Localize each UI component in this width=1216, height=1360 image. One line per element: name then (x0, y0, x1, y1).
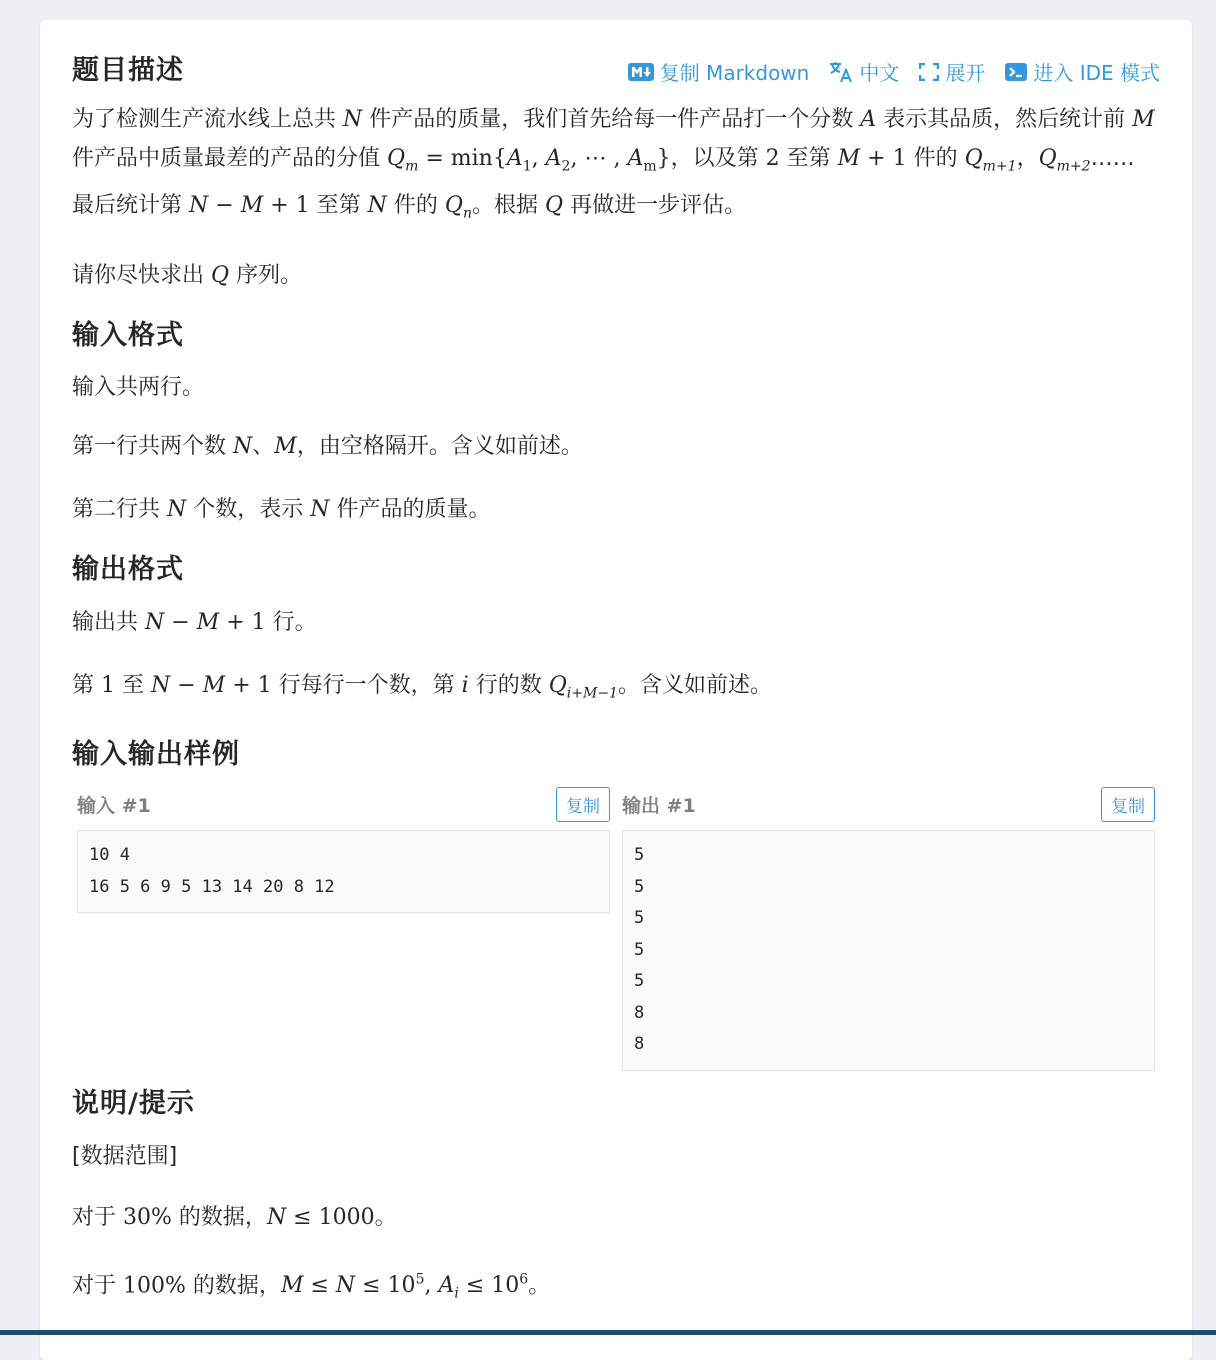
math-n-le-1000: N ≤ 1000 (266, 1204, 375, 1230)
text: 件产品的质量，我们首先给每一件产品打一个分数 (369, 106, 854, 132)
text: 请你尽快求出 (72, 262, 205, 288)
section-title-output-format: 输出格式 (72, 554, 184, 586)
sample-output-header (622, 787, 1155, 821)
copy-output-button[interactable]: 复制 (1101, 787, 1155, 822)
description-paragraph-1: 为了检测生产流水线上总共 N 件产品的质量，我们首先给每一件产品打一个分数 A 表示其品质，然后统计前 M 件产品中质量最差的产品的分值 $Q_m = \min\{A_1$, $A_2$, ⋯ , $A_m$}，以及第 2 至第 M + 1 件的 $Q_{m+1}$，$Q_{m+2}\dots\dots$ 最后统计第 N − M + 1 至第 N 件的 $Q_n$。根据 Q 再做进一步评估。 (72, 106, 1155, 222)
text: ，由空格隔开。含义如前述。 (296, 434, 583, 460)
samples-container (72, 787, 1160, 1071)
text: 对于 (72, 1272, 117, 1298)
sample-input (77, 787, 610, 1071)
toolbar (628, 55, 1160, 86)
input-line-2: 第一行共两个数 N、M，由空格隔开。含义如前述。 (72, 434, 583, 460)
text: 件产品中质量最差的产品的分值 (72, 145, 381, 171)
terminal-icon (1005, 63, 1027, 81)
translate-icon (829, 61, 853, 83)
sample-output (622, 787, 1155, 1071)
text: 序列。 (236, 262, 303, 288)
text: 第二行共 (72, 497, 161, 523)
sample-input-header (77, 787, 610, 821)
text: 的数据， (178, 1204, 267, 1230)
sample-output-code: 5 5 5 5 5 8 8 (622, 830, 1155, 1071)
text: 至第 (316, 193, 361, 219)
text: 输出共 (72, 610, 139, 636)
text: 的数据， (192, 1272, 281, 1298)
text: 至 (122, 673, 145, 699)
text: ，以及第 (670, 145, 759, 171)
markdown-icon (628, 63, 654, 81)
text: 个数，表示 (193, 497, 304, 523)
hint-line-2: 对于 100% 的数据，$M \le N \le 10^5$, $A_i \le 10^6$。 (72, 1271, 551, 1302)
expand-icon (919, 63, 939, 81)
input-line-1: 输入共两行。 (72, 375, 205, 401)
bottom-bar (0, 1330, 1216, 1335)
math-Q: Q (545, 193, 564, 219)
sample-input-title: 输入 #1 (77, 794, 151, 817)
math-N-M-1: N − M + 1 (145, 610, 266, 636)
math-eq: = $\min\{A_1$, $A_2$, ⋯ , $A_m$} (425, 145, 671, 175)
text: 第 (72, 673, 95, 699)
text: 件的 (913, 145, 958, 171)
math-constraints: $M \le N \le 10^5$, $A_i \le 10^6$ (280, 1271, 529, 1302)
text: 再做进一步评估。 (570, 193, 747, 219)
math-Qm1: $Q_{m+1}$ (964, 145, 1017, 175)
text: 。根据 (472, 193, 539, 219)
output-line-2 (72, 666, 1160, 713)
text: 表示其品质，然后统计前 (883, 106, 1126, 132)
section-title-input-format: 输入格式 (72, 319, 184, 351)
math-N: N (310, 497, 330, 523)
text: 第一行共两个数 (72, 434, 227, 460)
text: 行的数 (475, 673, 542, 699)
math-N: N (343, 106, 363, 132)
text: 行。 (272, 610, 317, 636)
language-label: 中文 (859, 61, 900, 86)
section-title-samples: 输入输出样例 (72, 738, 240, 770)
problem-header (72, 20, 1160, 90)
section-title-description: 题目描述 (72, 55, 184, 86)
math-M: M (1132, 106, 1155, 132)
sample-output-title: 输出 #1 (622, 794, 696, 817)
math-M-plus-1: M + 1 (837, 145, 907, 171)
math-30-percent: 30% (123, 1204, 172, 1230)
description-paragraph-2 (72, 256, 1160, 295)
math-N: N (367, 193, 387, 219)
copy-input-button[interactable]: 复制 (556, 787, 610, 822)
math-N: N (233, 434, 253, 460)
math-N-M-1: N − M + 1 (151, 673, 272, 699)
text: 最后统计第 (72, 193, 183, 219)
output-line-1 (72, 603, 1160, 642)
math-100-percent: 100% (123, 1272, 186, 1298)
math-i: i (461, 673, 469, 699)
ide-mode-button[interactable] (1005, 57, 1160, 86)
hint-line-1: 对于 30% 的数据，N ≤ 1000。 (72, 1204, 397, 1230)
text: 至第 (786, 145, 831, 171)
problem-card (40, 20, 1192, 1360)
math-2: 2 (765, 145, 780, 171)
expand-label: 展开 (945, 61, 986, 86)
math-N: N (167, 497, 187, 523)
text: 件的 (393, 193, 438, 219)
math-1: 1 (101, 673, 116, 699)
input-line-3 (72, 490, 1160, 529)
math-M: M (274, 434, 297, 460)
section-title-hint: 说明/提示 (72, 1087, 195, 1119)
expand-button[interactable] (919, 57, 985, 86)
description-body (72, 100, 1160, 295)
hint-range-label: [数据范围] (72, 1143, 178, 1169)
math-Qm-def: $Q_m$ (387, 145, 419, 175)
text: 行每行一个数，第 (278, 673, 455, 699)
copy-markdown-label: 复制 Markdown (659, 61, 810, 86)
math-Qn: $Q_n$ (444, 193, 472, 222)
text: …… (1090, 145, 1135, 171)
language-toggle[interactable] (829, 57, 899, 86)
sample-input-code: 10 4 16 5 6 9 5 13 14 20 8 12 (77, 830, 610, 913)
ide-mode-label: 进入 IDE 模式 (1033, 61, 1160, 86)
text: 。含义如前述。 (617, 673, 772, 699)
text: 为了检测生产流水线上总共 (72, 106, 337, 132)
text: 件产品的质量。 (336, 497, 491, 523)
copy-markdown-button[interactable] (628, 57, 810, 86)
text: 对于 (72, 1204, 117, 1230)
math-A: A (860, 106, 877, 132)
math-N-M-1: N − M + 1 (189, 193, 310, 219)
math-Qm2: $Q_{m+2}$ (1038, 145, 1091, 175)
math-Q: Q (211, 262, 230, 288)
math-Qi: $Q_{i+M-1}$ (548, 673, 618, 702)
